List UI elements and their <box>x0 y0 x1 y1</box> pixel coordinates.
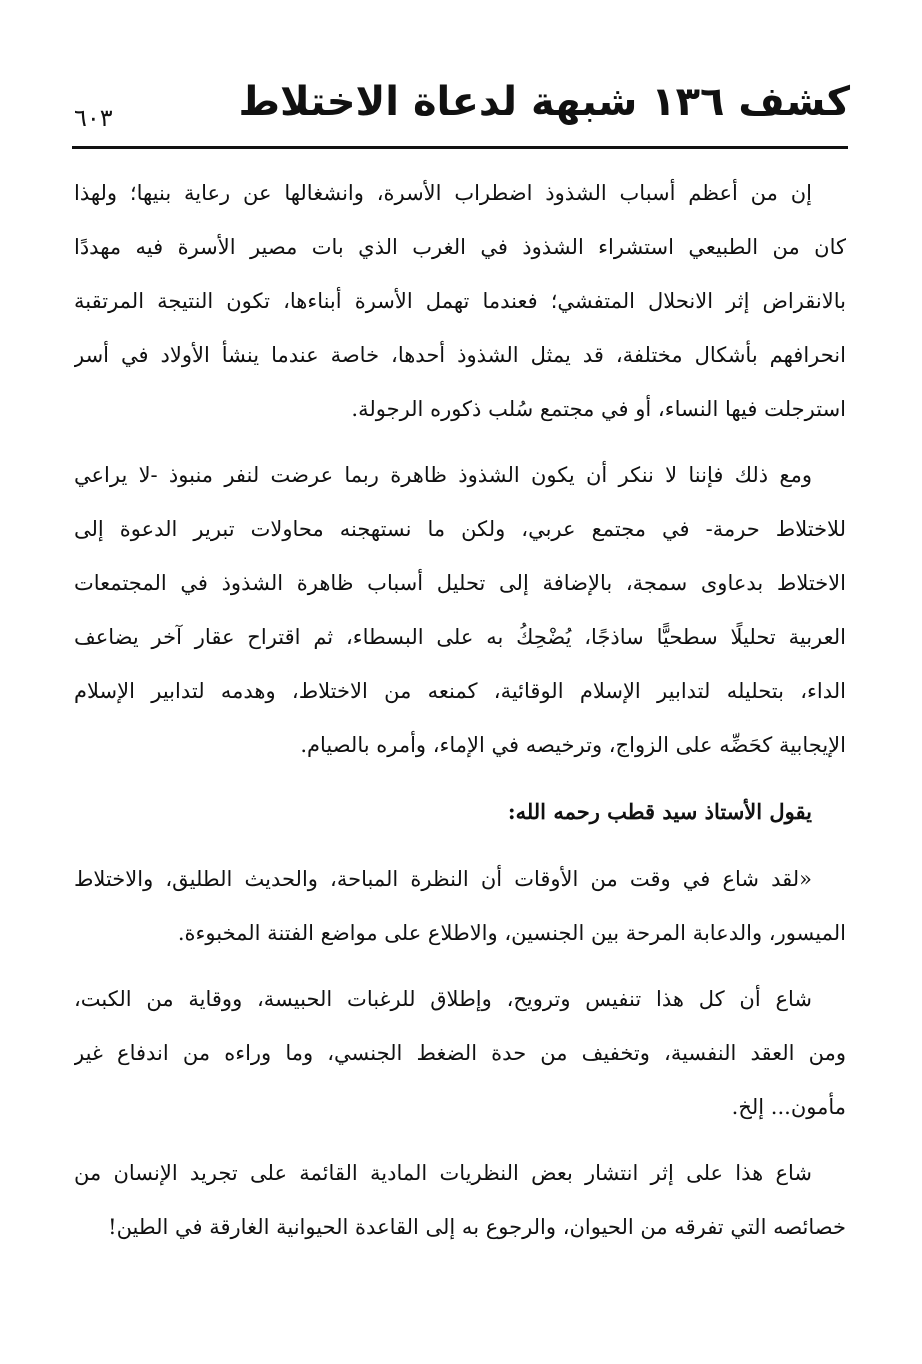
paragraph-gap <box>74 772 846 784</box>
text-line: انحرافهم بأشكال مختلفة، قد يمثل الشذوذ أحدها، خاصة عندما ينشأ الأولاد في أسر <box>74 343 846 367</box>
paragraph-1 <box>74 166 846 436</box>
text-line: العربية تحليلًا سطحيًّا ساذجًا، يُضْحِكُ به على البسطاء، ثم اقتراح عقار آخر يضاعف <box>74 625 846 649</box>
text-line: شاع هذا على إثر انتشار بعض النظريات المادية القائمة على تجريد الإنسان من <box>74 1161 812 1185</box>
book-title: كشف ١٣٦ شبهة لدعاة الاختلاط <box>238 79 850 125</box>
text-line: مأمون... إلخ. <box>731 1095 846 1119</box>
text-line: كان من الطبيعي استشراء الشذوذ في الغرب الذي بات مصير الأسرة فيه مهددًا <box>74 235 846 259</box>
paragraph-gap <box>74 436 846 448</box>
text-line: ومع ذلك فإننا لا ننكر أن يكون الشذوذ ظاهرة ربما عرضت لنفر منبوذ -لا يراعي <box>74 463 812 487</box>
text-line: خصائصه التي تفرقه من الحيوان، والرجوع به إلى القاعدة الحيوانية الغارقة في الطين! <box>108 1215 846 1239</box>
text-line: الإيجابية كحَضِّه على الزواج، وترخيصه في الإماء، وأمره بالصيام. <box>300 733 846 757</box>
page-body <box>74 166 846 1254</box>
quote-paragraph-3 <box>74 1146 846 1254</box>
text-line: الداء، بتحليله لتدابير الإسلام الوقائية، كمنعه من الاختلاط، وهدمه لتدابير الإسلام <box>74 679 846 703</box>
text-line: بالانقراض إثر الانحلال المتفشي؛ فعندما تهمل الأسرة أبناءها، تكون النتيجة المرتقبة <box>74 289 846 313</box>
text-line: إن من أعظم أسباب الشذوذ اضطراب الأسرة، وانشغالها عن رعاية بنيها؛ ولهذا <box>74 181 813 205</box>
paragraph-2 <box>74 448 846 772</box>
text-line: الميسور، والدعابة المرحة بين الجنسين، والاطلاع على مواضع الفتنة المخبوءة. <box>177 921 846 945</box>
text-line: شاع أن كل هذا تنفيس وترويح، وإطلاق للرغبات الحبيسة، ووقاية من الكبت، <box>74 987 812 1011</box>
text-line: للاختلاط حرمة- في مجتمع عربي، ولكن ما نستهجنه محاولات تبرير الدعوة إلى <box>74 517 846 541</box>
header-divider <box>72 146 848 149</box>
paragraph-gap <box>74 960 846 972</box>
text-line: استرجلت فيها النساء، أو في مجتمع سُلب ذكوره الرجولة. <box>351 397 846 421</box>
quote-heading: يقول الأستاذ سيد قطب رحمه الله: <box>507 799 812 824</box>
paragraph-gap <box>74 1134 846 1146</box>
text-line: الاختلاط بدعاوى سمجة، بالإضافة إلى تحليل أسباب ظاهرة الشذوذ في المجتمعات <box>74 571 846 595</box>
quote-paragraph-1 <box>74 852 846 960</box>
page-number: ٦٠٣ <box>74 104 113 132</box>
text-line: ومن العقد النفسية، وتخفيف من حدة الضغط الجنسي، وما وراءه من اندفاع غير <box>74 1041 846 1065</box>
quote-paragraph-2 <box>74 972 846 1134</box>
paragraph-gap <box>74 840 846 852</box>
page-header <box>72 70 850 150</box>
text-line: «لقد شاع في وقت من الأوقات أن النظرة المباحة، والحديث الطليق، والاختلاط <box>74 867 812 891</box>
